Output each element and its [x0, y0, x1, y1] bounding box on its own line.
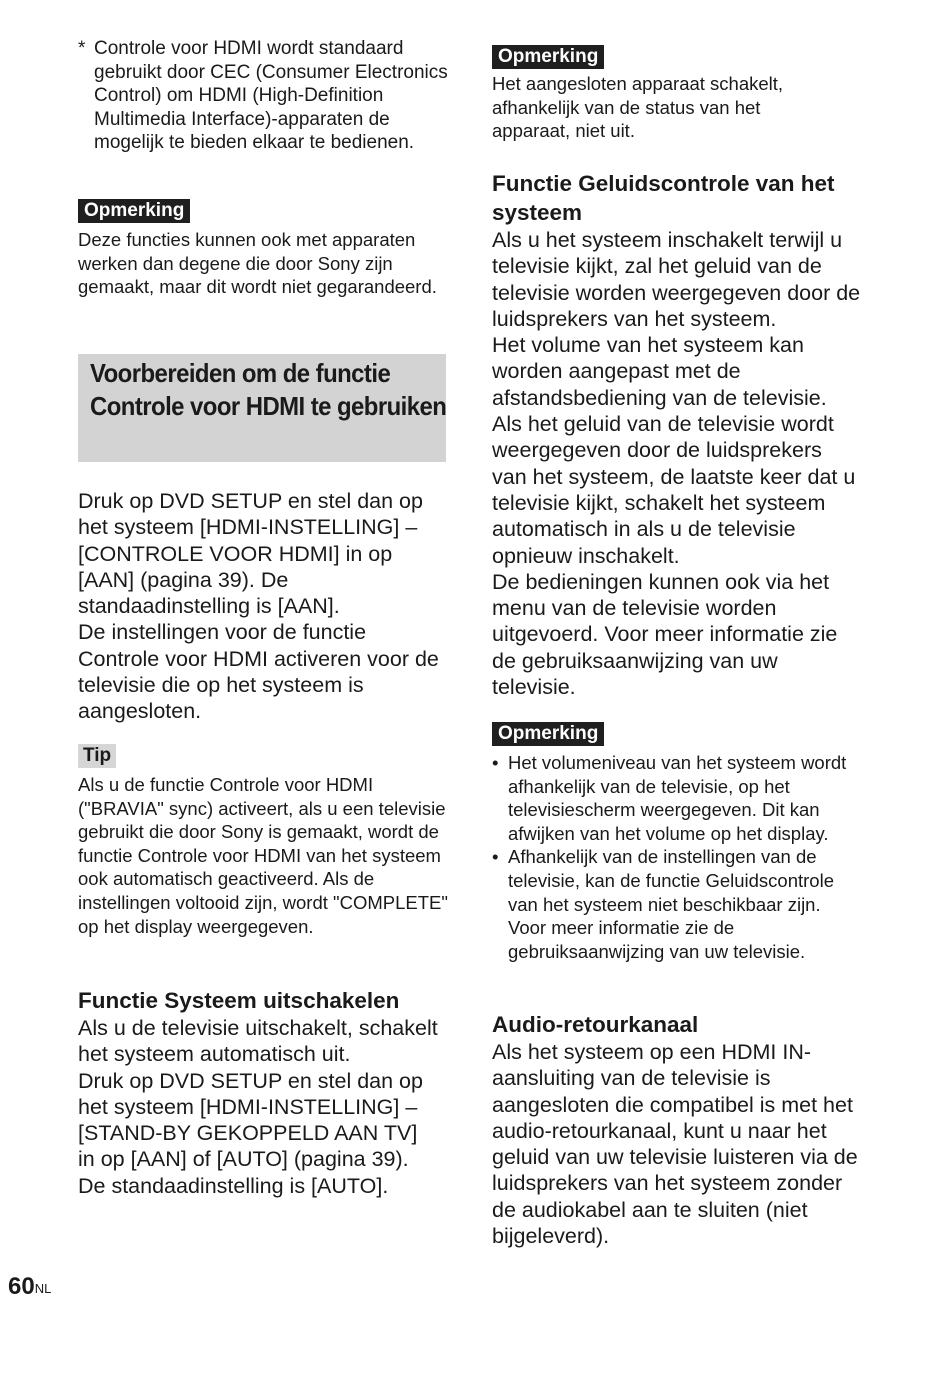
- system-off-paragraph-1: Als u de televisie uitschakelt, schakelt het systeem automatisch uit.: [78, 1016, 438, 1067]
- sound-control-paragraph-2: Het volume van het systeem kan worden aangepast met de afstandsbediening van de televisie.: [492, 333, 827, 410]
- note-label: Opmerking: [78, 199, 190, 223]
- page-language: NL: [34, 1281, 52, 1296]
- system-off-title: Functie Systeem uitschakelen: [78, 988, 400, 1013]
- sound-control-section: [492, 169, 862, 700]
- note-label: Opmerking: [492, 722, 604, 746]
- arc-text: Als het systeem op een HDMI IN-aansluiting van de televisie is aangesloten die compatibel is met het audio-retourkanaal, kunt u naar het geluid van uw televisie luisteren via de luidsprekers van het systeem zonder de audiokabel aan te sluiten (niet bijgeleverd).: [492, 1040, 858, 1249]
- sound-control-title: Functie Geluidscontrole van het systeem: [492, 171, 835, 225]
- footnote: [78, 37, 448, 155]
- sound-control-paragraph-3: Als het geluid van de televisie wordt weergegeven door de luidsprekers van het systeem, de laatste keer dat u televisie kijkt, schakelt het systeem automatisch in als u de televisie opnieuw inschakelt.: [492, 412, 856, 568]
- system-off-paragraph-2: Druk op DVD SETUP en stel dan op het systeem [HDMI-INSTELLING] – [STAND-BY GEKOPPELD AAN TV] in op [AAN] of [AUTO] (pagina 39). De standaadinstelling is [AUTO].: [78, 1068, 423, 1198]
- note-bullet-text: Het volumeniveau van het systeem wordt afhankelijk van de televisie, op het televisiescherm weergegeven. Dit kan afwijken van het volume op het display.: [508, 752, 847, 844]
- system-off-section: [78, 986, 440, 1199]
- intro-paragraph-1: Druk op DVD SETUP en stel dan op het systeem [HDMI-INSTELLING] – [CONTROLE VOOR HDMI] in op [AAN] (pagina 39). De standaadinstelling is [AAN].: [78, 489, 423, 619]
- note-text: Het aangesloten apparaat schakelt, afhankelijk van de status van het apparaat, niet uit.: [492, 73, 784, 142]
- page-number-value: 60: [8, 1273, 35, 1300]
- tip-text: Als u de functie Controle voor HDMI ("BRAVIA" sync) activeert, als u een televisie gebruikt die door Sony is gemaakt, wordt de functie Controle voor HDMI van het systeem ook automatisch geactiveerd. Als de instellingen voltooid zijn, wordt "COMPLETE" op het display weergegeven.: [78, 774, 448, 937]
- arc-title: Audio-retourkanaal: [492, 1012, 699, 1037]
- sound-control-paragraph-1: Als u het systeem inschakelt terwijl u televisie kijkt, zal het geluid van de televisie worden weergegeven door de luidsprekers van het systeem.: [492, 228, 861, 331]
- note-apparaat: [492, 45, 822, 143]
- section-heading-box: [78, 354, 446, 462]
- tip-label: Tip: [78, 744, 116, 768]
- page-number: [8, 1272, 51, 1302]
- section-heading: Voorbereiden om de functie Controle voor HDMI te gebruiken: [90, 358, 447, 421]
- footnote-text: Controle voor HDMI wordt standaard gebruikt door CEC (Consumer Electronics Control) om HDMI (High-Definition Multimedia Interface)-apparaten de mogelijk te bieden elkaar te bedienen.: [94, 38, 448, 154]
- footnote-marker: *: [78, 38, 86, 59]
- note-bullet-list: [492, 751, 862, 963]
- list-item: • Afhankelijk van de instellingen van de televisie, kan de functie Geluidscontrole van het systeem niet beschikbaar zijn. Voor meer informatie zie de gebruiksaanwijzing van uw televisie.: [492, 845, 862, 963]
- note-deze-functies: [78, 199, 448, 299]
- intro-paragraph-2: De instellingen voor de functie Controle voor HDMI activeren voor de televisie die op het systeem is aangesloten.: [78, 620, 439, 724]
- tip-block: [78, 744, 448, 938]
- note-bullet-text: Afhankelijk van de instellingen van de televisie, kan de functie Geluidscontrole van het systeem niet beschikbaar zijn. Voor meer informatie zie de gebruiksaanwijzing van uw televisie.: [508, 846, 834, 962]
- note-label: Opmerking: [492, 45, 604, 69]
- note-bullets: [492, 722, 862, 963]
- sound-control-paragraph-4: De bedieningen kunnen ook via het menu van de televisie worden uitgevoerd. Voor meer informatie zie de gebruiksaanwijzing van uw televisie.: [492, 569, 838, 700]
- intro-text: [78, 488, 443, 725]
- list-item: • Het volumeniveau van het systeem wordt afhankelijk van de televisie, op het televisiescherm weergegeven. Dit kan afwijken van het volume op het display.: [492, 751, 862, 845]
- arc-section: [492, 1010, 862, 1249]
- note-text: Deze functies kunnen ook met apparaten werken dan degene die door Sony zijn gemaakt, maar dit wordt niet gegarandeerd.: [78, 229, 437, 298]
